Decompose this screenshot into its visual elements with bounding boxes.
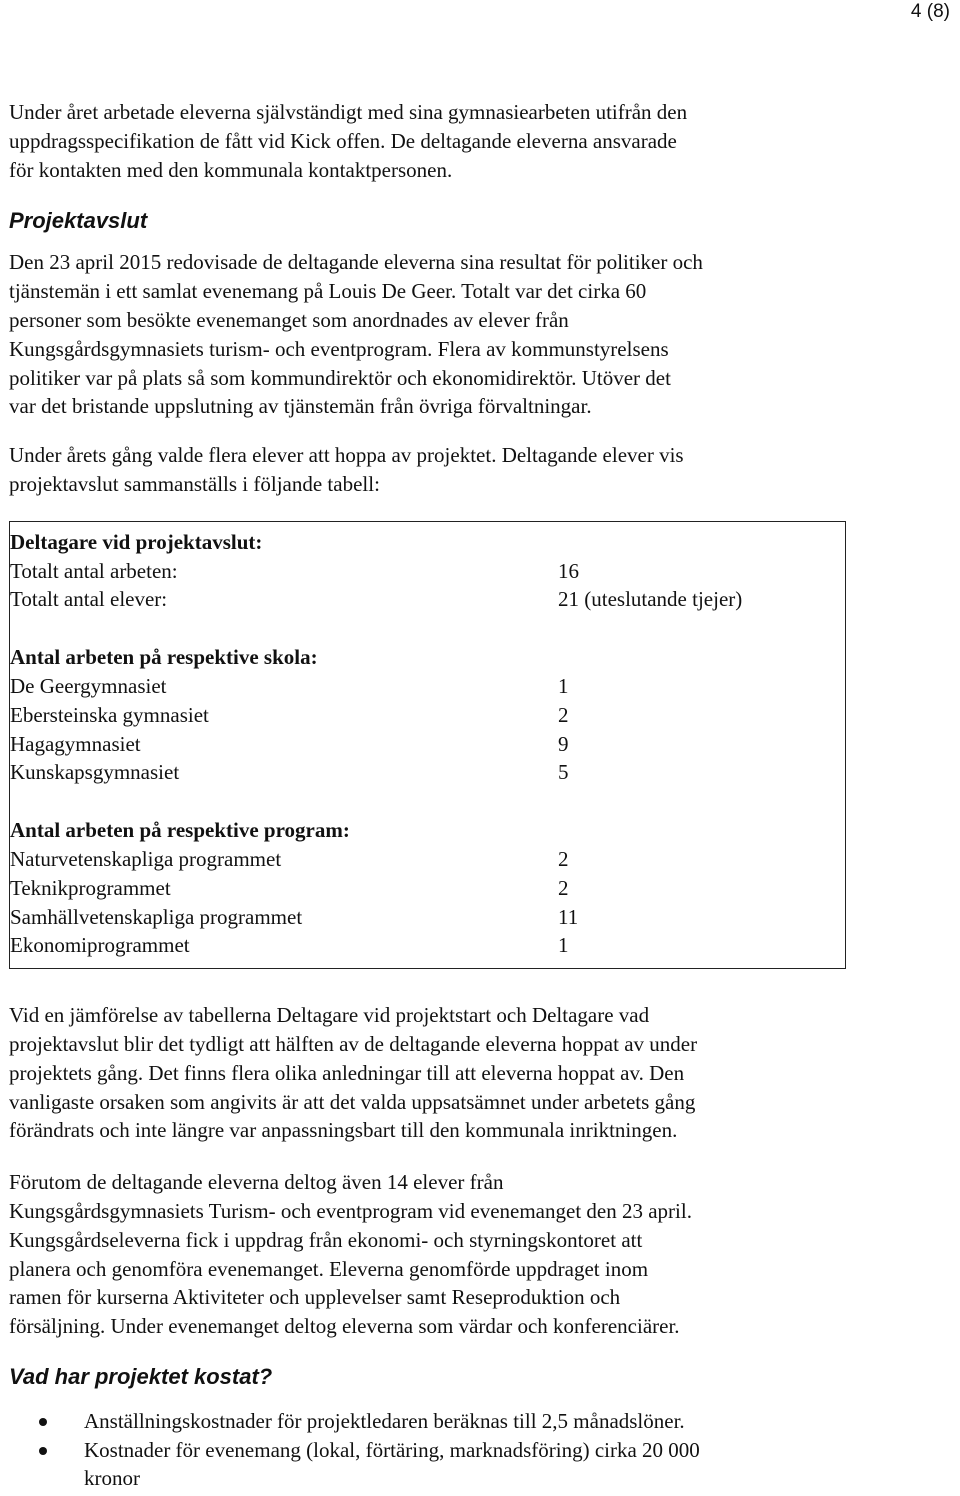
text-line: för kontakten med den kommunala kontaktpersonen. [9,157,453,182]
text-line: projektavslut blir det tydligt att hälften av de deltagande eleverna hoppat av under [9,1031,698,1056]
table-row [10,701,845,730]
row-label: Naturvetenskapliga programmet [10,846,282,871]
table-row [10,903,845,932]
programs-group-title: Antal arbeten på respektive program: [10,818,350,843]
row-label: Teknikprogrammet [10,875,171,900]
paragraph-kungsgarden [9,1168,849,1341]
text-line: förändrats och inte längre var anpassningsbart till den kommunala inriktningen. [9,1118,678,1143]
row-value: 2 [558,702,569,727]
table-row [10,672,845,701]
row-value: 21 (uteslutande tjejer) [558,587,743,612]
row-value: 2 [558,846,569,871]
table-row [10,557,845,586]
text-line: projektets gång. Det finns flera olika anledningar till att eleverna hoppat av. Den [9,1060,685,1085]
text-line: försäljning. Under evenemanget deltog eleverna som värdar och konferenciärer. [9,1314,680,1339]
participants-table [9,521,846,969]
row-label: Samhällvetenskapliga programmet [10,904,303,929]
bullet-icon [39,1447,47,1455]
table-row [10,874,845,903]
text-line: Kungsgårdsgymnasiets turism- och eventprogram. Flera av kommunstyrelsens [9,336,669,361]
text-line: Under året arbetade eleverna självständigt med sina gymnasiearbeten utifrån den [9,100,688,124]
row-label: Totalt antal arbeten: [10,558,178,583]
table-row [10,585,845,614]
row-label: Ebersteinska gymnasiet [10,702,209,727]
section-heading-kostnad: Vad har projektet kostat? [9,1363,273,1389]
list-item-text: Kostnader för evenemang (lokal, förtäring, marknadsföring) cirka 20 000 [84,1437,700,1462]
row-label: Hagagymnasiet [10,731,141,756]
text-line: politiker var på plats så som kommundirektör och ekonomidirektör. Utöver det [9,365,671,390]
paragraph-event-summary [9,248,849,421]
text-line: Kungsgårdseleverna fick i uppdrag från ekonomi- och styrningskontoret att [9,1227,643,1252]
intro-paragraph [9,98,849,184]
row-value: 2 [558,875,569,900]
table-title: Deltagare vid projektavslut: [10,529,263,554]
text-line: vanligaste orsaken som angivits är att det valda uppsatsämnet under arbetets gång [9,1089,696,1114]
section-heading-projektavslut: Projektavslut [9,208,148,234]
list-item-text: Anställningskostnader för projektledaren beräknas till 2,5 månadslöner. [84,1408,685,1433]
text-line: uppdragsspecifikation de fått vid Kick offen. De deltagande eleverna ansvarade [9,128,677,153]
list-item-text: kronor [84,1466,140,1491]
text-line: ramen för kurserna Aktiviteter och upplevelser samt Reseproduktion och [9,1285,621,1310]
text-line: Vid en jämförelse av tabellerna Deltagare vid projektstart och Deltagare vad [9,1003,650,1028]
text-line: Förutom de deltagande eleverna deltog även 14 elever från [9,1170,504,1195]
row-value: 11 [558,904,579,929]
row-value: 5 [558,760,569,785]
row-label: Ekonomiprogrammet [10,933,190,958]
text-line: planera och genomföra evenemanget. Eleverna genomförde uppdraget inom [9,1256,649,1281]
schools-group-title: Antal arbeten på respektive skola: [10,645,318,670]
text-line: tjänstemän i ett samlat evenemang på Louis De Geer. Totalt var det cirka 60 [9,279,647,304]
row-label: De Geergymnasiet [10,673,167,698]
text-line: var det bristande uppslutning av tjänstemän från övriga förvaltningar. [9,394,592,419]
text-line: Den 23 april 2015 redovisade de deltagande eleverna sina resultat för politiker och [9,250,703,275]
page-number: 4 (8) [910,1,950,22]
table-row [10,730,845,759]
table-row [10,845,845,874]
row-value: 9 [558,731,569,756]
bullet-icon [39,1418,47,1426]
text-line: Kungsgårdsgymnasiets Turism- och eventprogram vid evenemanget den 23 april. [9,1198,692,1223]
table-row [10,931,845,960]
row-value: 16 [558,558,579,583]
paragraph-dropouts [9,441,849,499]
paragraph-comparison [9,1001,849,1145]
text-line: Under årets gång valde flera elever att hoppa av projektet. Deltagande elever vis [9,443,684,468]
cost-list [9,1407,849,1493]
row-label: Kunskapsgymnasiet [10,760,180,785]
list-item [9,1407,849,1436]
list-item [9,1436,849,1494]
table-row [10,758,845,787]
text-line: projektavslut sammanställs i följande tabell: [9,471,380,496]
document-body [9,98,849,1493]
text-line: personer som besökte evenemanget som anordnades av elever från [9,307,569,332]
row-label: Totalt antal elever: [10,587,168,612]
row-value: 1 [558,673,569,698]
row-value: 1 [558,933,569,958]
